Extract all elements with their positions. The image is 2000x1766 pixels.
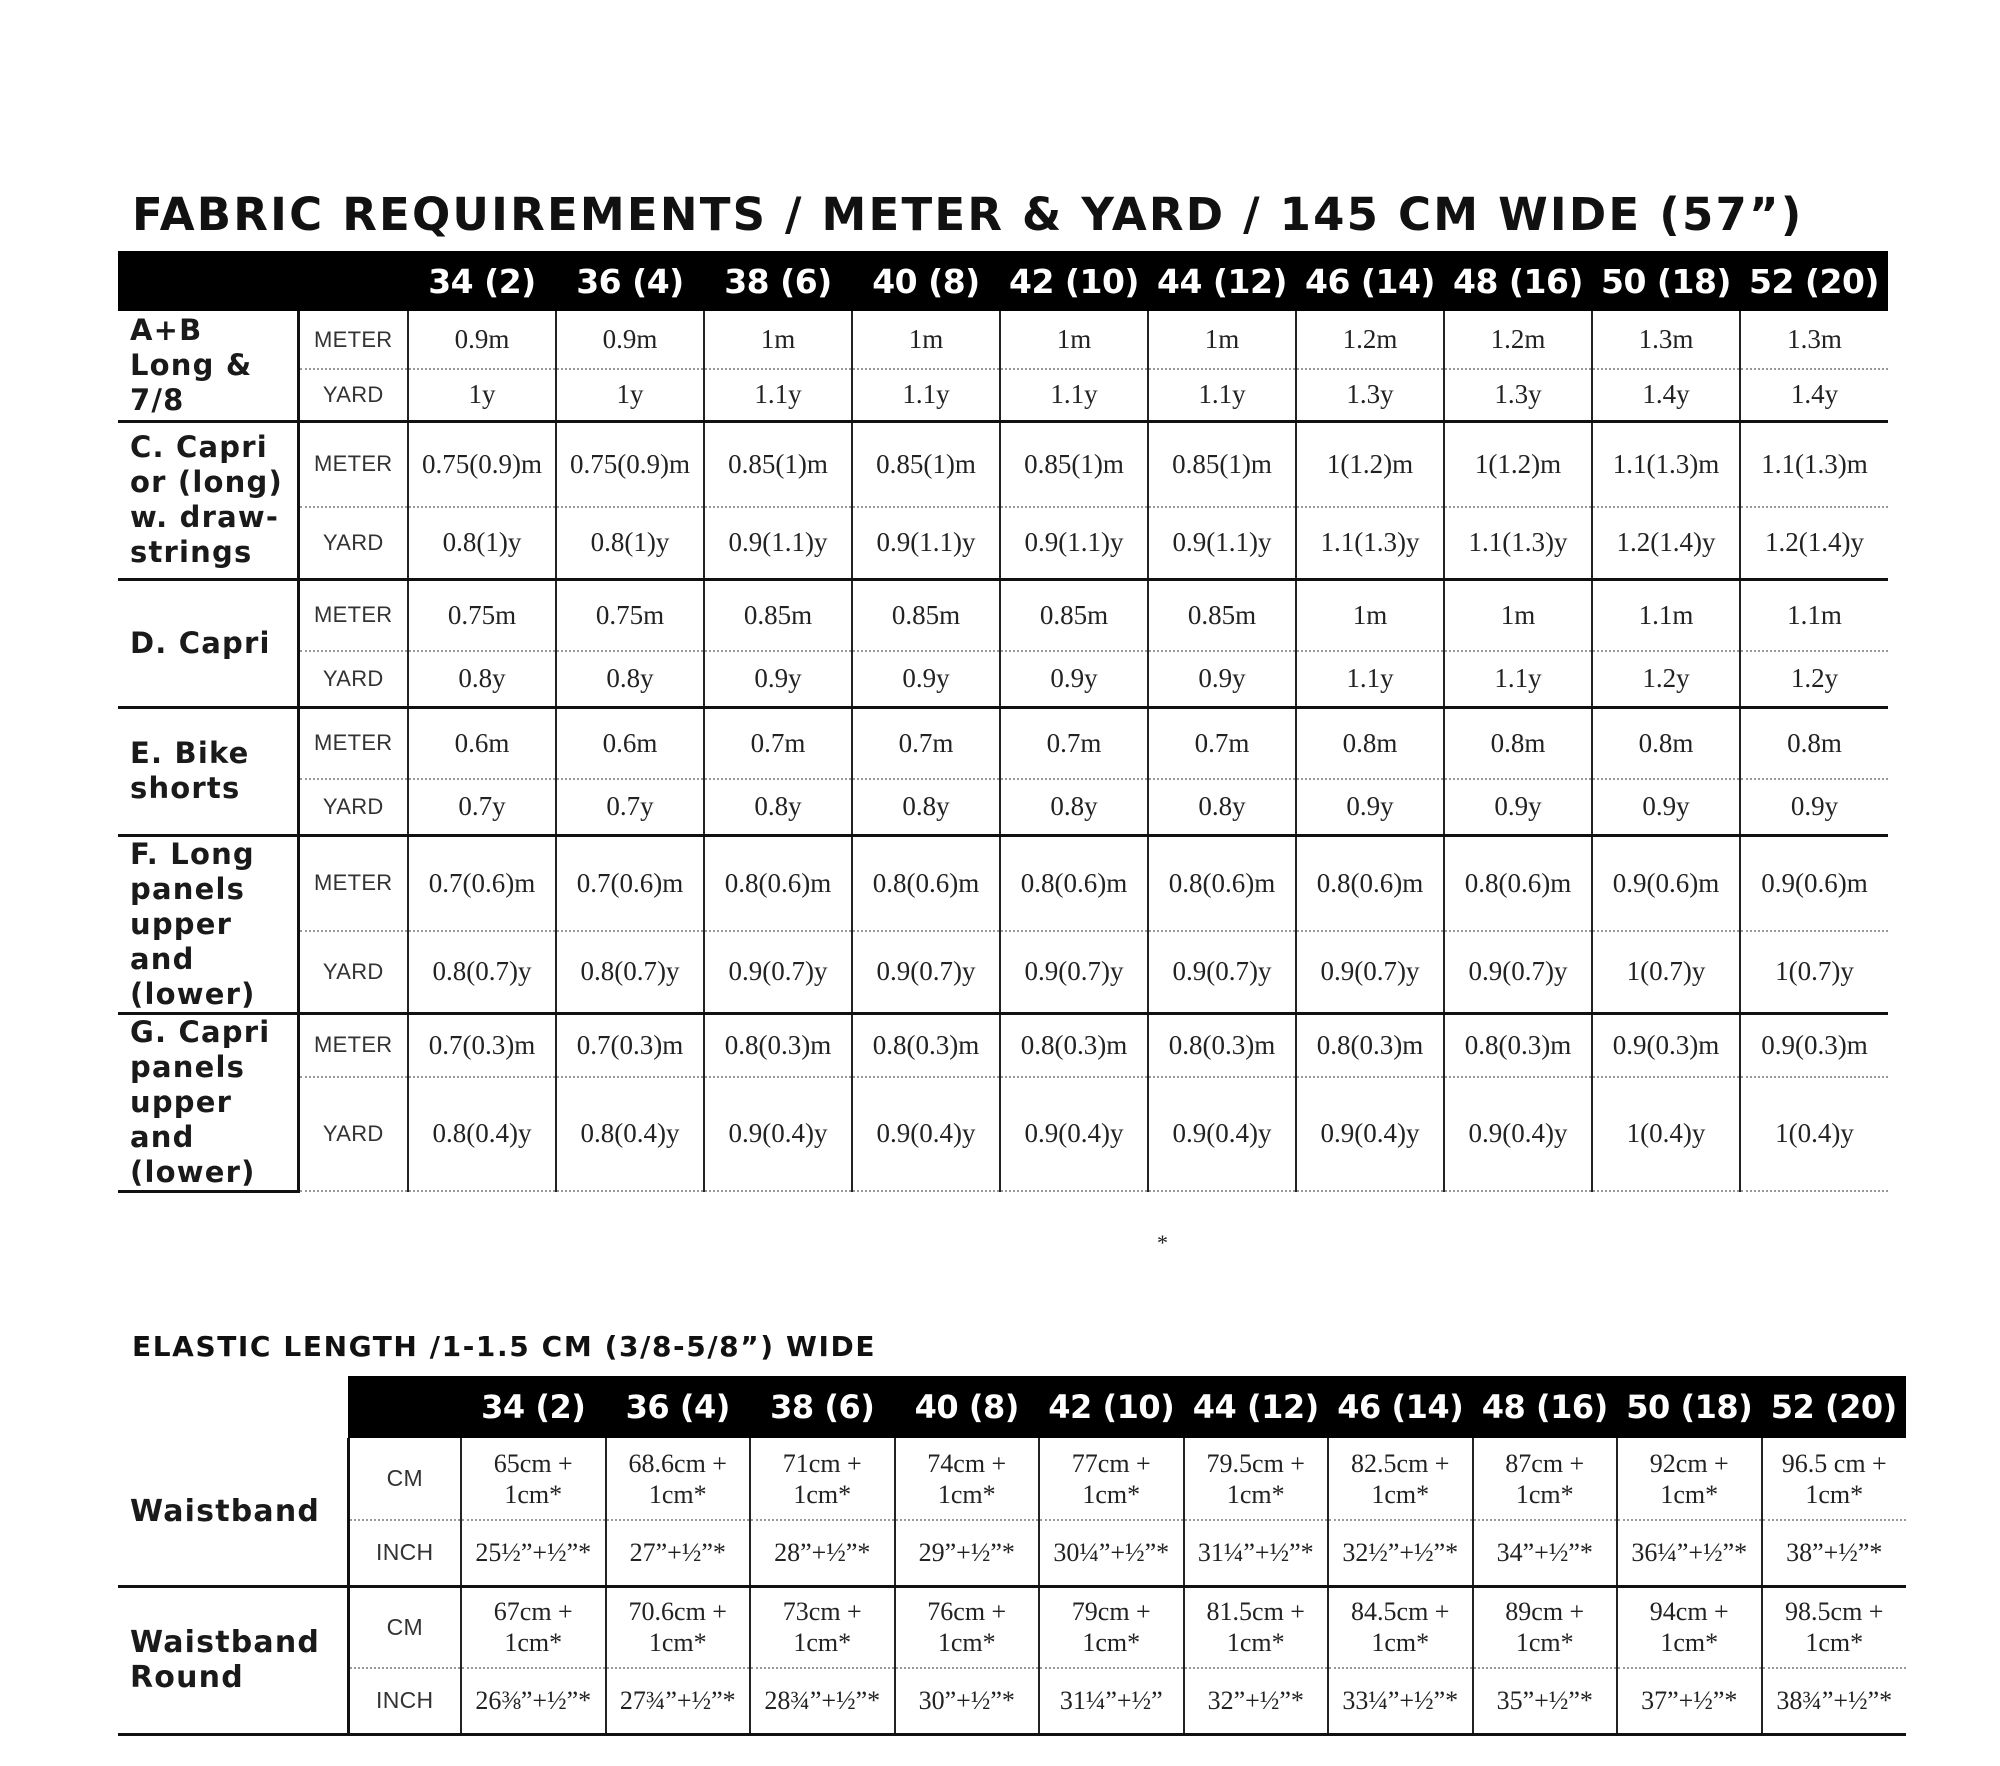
unit-meter-label: METER (298, 835, 408, 931)
yard-value-cell: 0.9y (1148, 651, 1296, 707)
yard-value-cell: 0.9(0.7)y (1000, 931, 1148, 1013)
inch-value-cell: 30”+½”* (895, 1668, 1040, 1734)
yard-value-cell: 1(0.4)y (1592, 1077, 1740, 1191)
meter-value-cell: 0.9m (408, 311, 556, 369)
meter-value-cell: 1m (704, 311, 852, 369)
yard-value-cell: 0.9(1.1)y (704, 507, 852, 579)
yard-value-cell: 1.1y (852, 369, 1000, 421)
unit-meter-label: METER (298, 707, 408, 779)
yard-value-cell: 0.9(0.4)y (704, 1077, 852, 1191)
meter-value-cell: 0.8(0.3)m (852, 1013, 1000, 1077)
header-blank (118, 251, 298, 311)
size-header: 46 (14) (1296, 251, 1444, 311)
meter-value-cell: 0.8(0.6)m (1444, 835, 1592, 931)
meter-value-cell: 0.85m (1000, 579, 1148, 651)
meter-value-cell: 0.8m (1296, 707, 1444, 779)
fabric-meter-row (118, 835, 1888, 931)
yard-value-cell: 1.2(1.4)y (1592, 507, 1740, 579)
meter-value-cell: 1m (852, 311, 1000, 369)
meter-value-cell: 0.75m (556, 579, 704, 651)
meter-value-cell: 1.1(1.3)m (1592, 421, 1740, 507)
yard-value-cell: 1.1y (1296, 651, 1444, 707)
yard-value-cell: 1.3y (1296, 369, 1444, 421)
unit-meter-label: METER (298, 579, 408, 651)
meter-value-cell: 1m (1296, 579, 1444, 651)
garment-label: E. Bike shorts (118, 707, 298, 835)
fabric-requirements-title: FABRIC REQUIREMENTS / METER & YARD / 145 CM WIDE (57”) (132, 188, 1804, 241)
meter-value-cell: 1.1m (1592, 579, 1740, 651)
header-blank (118, 1376, 348, 1438)
asterisk-note: * (1157, 1230, 1168, 1255)
yard-value-cell: 0.8y (852, 779, 1000, 835)
yard-value-cell: 0.9(1.1)y (1000, 507, 1148, 579)
meter-value-cell: 0.85m (1148, 579, 1296, 651)
size-header: 40 (8) (852, 251, 1000, 311)
yard-value-cell: 1.1y (704, 369, 852, 421)
meter-value-cell: 0.9(0.6)m (1740, 835, 1888, 931)
yard-value-cell: 0.8y (556, 651, 704, 707)
fabric-meter-row (118, 707, 1888, 779)
meter-value-cell: 0.85(1)m (1148, 421, 1296, 507)
yard-value-cell: 0.8(1)y (556, 507, 704, 579)
size-header: 36 (4) (556, 251, 704, 311)
meter-value-cell: 0.7m (1000, 707, 1148, 779)
cm-value-cell: 92cm + 1cm* (1617, 1438, 1762, 1520)
meter-value-cell: 0.7(0.6)m (556, 835, 704, 931)
size-header: 40 (8) (895, 1376, 1040, 1438)
garment-label: F. Long panels upper and (lower) (118, 835, 298, 1013)
inch-value-cell: 27”+½”* (606, 1520, 751, 1586)
meter-value-cell: 0.8(0.3)m (1296, 1013, 1444, 1077)
meter-value-cell: 0.8(0.6)m (1000, 835, 1148, 931)
meter-value-cell: 0.9m (556, 311, 704, 369)
elastic-label: Waistband (118, 1438, 348, 1586)
yard-value-cell: 1.1(1.3)y (1296, 507, 1444, 579)
garment-label: A+B Long & 7/8 (118, 311, 298, 421)
yard-value-cell: 0.7y (556, 779, 704, 835)
inch-value-cell: 25½”+½”* (461, 1520, 606, 1586)
size-header: 34 (2) (461, 1376, 606, 1438)
inch-value-cell: 36¼”+½”* (1617, 1520, 1762, 1586)
meter-value-cell: 0.9(0.3)m (1592, 1013, 1740, 1077)
inch-value-cell: 37”+½”* (1617, 1668, 1762, 1734)
inch-value-cell: 26⅜”+½”* (461, 1668, 606, 1734)
inch-value-cell: 38¾”+½”* (1762, 1668, 1907, 1734)
inch-value-cell: 29”+½”* (895, 1520, 1040, 1586)
size-header: 34 (2) (408, 251, 556, 311)
elastic-size-header-row (118, 1376, 1906, 1438)
meter-value-cell: 0.7(0.6)m (408, 835, 556, 931)
cm-value-cell: 71cm + 1cm* (750, 1438, 895, 1520)
inch-value-cell: 30¼”+½”* (1039, 1520, 1184, 1586)
garment-label: G. Capri panels upper and (lower) (118, 1013, 298, 1191)
yard-value-cell: 0.9y (1592, 779, 1740, 835)
yard-value-cell: 0.9(0.7)y (1444, 931, 1592, 1013)
meter-value-cell: 0.7m (852, 707, 1000, 779)
size-header: 42 (10) (1039, 1376, 1184, 1438)
meter-value-cell: 0.8(0.3)m (1000, 1013, 1148, 1077)
size-header: 52 (20) (1740, 251, 1888, 311)
size-header: 44 (12) (1184, 1376, 1329, 1438)
cm-value-cell: 81.5cm + 1cm* (1184, 1586, 1329, 1668)
meter-value-cell: 0.6m (556, 707, 704, 779)
elastic-inch-row (118, 1520, 1906, 1586)
meter-value-cell: 0.8(0.3)m (704, 1013, 852, 1077)
cm-value-cell: 67cm + 1cm* (461, 1586, 606, 1668)
inch-value-cell: 31¼”+½” (1039, 1668, 1184, 1734)
fabric-yard-row (118, 369, 1888, 421)
inch-value-cell: 33¼”+½”* (1328, 1668, 1473, 1734)
cm-value-cell: 94cm + 1cm* (1617, 1586, 1762, 1668)
yard-value-cell: 0.9y (1296, 779, 1444, 835)
inch-value-cell: 28”+½”* (750, 1520, 895, 1586)
cm-value-cell: 70.6cm + 1cm* (606, 1586, 751, 1668)
meter-value-cell: 0.8m (1740, 707, 1888, 779)
unit-yard-label: YARD (298, 369, 408, 421)
yard-value-cell: 0.9y (852, 651, 1000, 707)
yard-value-cell: 1(0.4)y (1740, 1077, 1888, 1191)
yard-value-cell: 0.9(0.4)y (1444, 1077, 1592, 1191)
size-header: 50 (18) (1617, 1376, 1762, 1438)
meter-value-cell: 1.3m (1592, 311, 1740, 369)
yard-value-cell: 0.9(0.4)y (1296, 1077, 1444, 1191)
meter-value-cell: 0.8(0.6)m (852, 835, 1000, 931)
yard-value-cell: 1.2y (1592, 651, 1740, 707)
meter-value-cell: 0.8m (1444, 707, 1592, 779)
fabric-yard-row (118, 931, 1888, 1013)
size-header: 42 (10) (1000, 251, 1148, 311)
yard-value-cell: 1.2y (1740, 651, 1888, 707)
meter-value-cell: 0.7(0.3)m (556, 1013, 704, 1077)
meter-value-cell: 1.2m (1444, 311, 1592, 369)
unit-meter-label: METER (298, 311, 408, 369)
elastic-inch-row (118, 1668, 1906, 1734)
meter-value-cell: 1.1(1.3)m (1740, 421, 1888, 507)
size-header: 44 (12) (1148, 251, 1296, 311)
yard-value-cell: 1.4y (1592, 369, 1740, 421)
yard-value-cell: 0.9y (1740, 779, 1888, 835)
yard-value-cell: 0.9(0.7)y (704, 931, 852, 1013)
header-blank (298, 251, 408, 311)
meter-value-cell: 1.3m (1740, 311, 1888, 369)
garment-label: C. Capri or (long) w. draw-strings (118, 421, 298, 579)
unit-meter-label: METER (298, 1013, 408, 1077)
meter-value-cell: 0.75(0.9)m (408, 421, 556, 507)
meter-value-cell: 1m (1148, 311, 1296, 369)
cm-value-cell: 68.6cm + 1cm* (606, 1438, 751, 1520)
unit-yard-label: YARD (298, 1077, 408, 1191)
yard-value-cell: 0.9(1.1)y (852, 507, 1000, 579)
cm-value-cell: 96.5 cm + 1cm* (1762, 1438, 1907, 1520)
meter-value-cell: 0.8(0.6)m (1148, 835, 1296, 931)
fabric-meter-row (118, 1013, 1888, 1077)
size-header: 38 (6) (750, 1376, 895, 1438)
yard-value-cell: 0.8(0.7)y (408, 931, 556, 1013)
yard-value-cell: 1.1y (1148, 369, 1296, 421)
unit-meter-label: METER (298, 421, 408, 507)
meter-value-cell: 1m (1444, 579, 1592, 651)
meter-value-cell: 0.85(1)m (1000, 421, 1148, 507)
meter-value-cell: 0.8(0.3)m (1148, 1013, 1296, 1077)
cm-value-cell: 82.5cm + 1cm* (1328, 1438, 1473, 1520)
yard-value-cell: 0.9(0.4)y (852, 1077, 1000, 1191)
fabric-size-header-row (118, 251, 1888, 311)
meter-value-cell: 0.9(0.6)m (1592, 835, 1740, 931)
yard-value-cell: 1(0.7)y (1740, 931, 1888, 1013)
meter-value-cell: 1.2m (1296, 311, 1444, 369)
meter-value-cell: 1(1.2)m (1296, 421, 1444, 507)
yard-value-cell: 1.2(1.4)y (1740, 507, 1888, 579)
meter-value-cell: 1.1m (1740, 579, 1888, 651)
inch-value-cell: 35”+½”* (1473, 1668, 1618, 1734)
meter-value-cell: 0.85(1)m (704, 421, 852, 507)
size-header: 38 (6) (704, 251, 852, 311)
yard-value-cell: 0.8(0.7)y (556, 931, 704, 1013)
unit-yard-label: YARD (298, 779, 408, 835)
elastic-length-title: ELASTIC LENGTH /1-1.5 CM (3/8-5/8”) WIDE (132, 1330, 877, 1363)
fabric-meter-row (118, 579, 1888, 651)
meter-value-cell: 0.85m (852, 579, 1000, 651)
unit-inch-label: INCH (348, 1520, 461, 1586)
size-header: 52 (20) (1762, 1376, 1907, 1438)
yard-value-cell: 0.8y (704, 779, 852, 835)
meter-value-cell: 0.8(0.6)m (704, 835, 852, 931)
size-header: 50 (18) (1592, 251, 1740, 311)
elastic-cm-row (118, 1586, 1906, 1668)
fabric-yard-row (118, 651, 1888, 707)
yard-value-cell: 0.8y (408, 651, 556, 707)
unit-cm-label: CM (348, 1438, 461, 1520)
yard-value-cell: 1.1y (1444, 651, 1592, 707)
yard-value-cell: 1.4y (1740, 369, 1888, 421)
cm-value-cell: 89cm + 1cm* (1473, 1586, 1618, 1668)
yard-value-cell: 1y (556, 369, 704, 421)
garment-label: D. Capri (118, 579, 298, 707)
yard-value-cell: 0.9y (1000, 651, 1148, 707)
cm-value-cell: 79.5cm + 1cm* (1184, 1438, 1329, 1520)
inch-value-cell: 27¾”+½”* (606, 1668, 751, 1734)
yard-value-cell: 0.9y (1444, 779, 1592, 835)
inch-value-cell: 32½”+½”* (1328, 1520, 1473, 1586)
meter-value-cell: 0.8(0.6)m (1296, 835, 1444, 931)
meter-value-cell: 0.75m (408, 579, 556, 651)
inch-value-cell: 38”+½”* (1762, 1520, 1907, 1586)
cm-value-cell: 65cm + 1cm* (461, 1438, 606, 1520)
yard-value-cell: 0.9(0.7)y (1148, 931, 1296, 1013)
unit-yard-label: YARD (298, 651, 408, 707)
yard-value-cell: 0.9(0.4)y (1000, 1077, 1148, 1191)
yard-value-cell: 0.8y (1000, 779, 1148, 835)
inch-value-cell: 32”+½”* (1184, 1668, 1329, 1734)
size-header: 48 (16) (1444, 251, 1592, 311)
yard-value-cell: 1.3y (1444, 369, 1592, 421)
yard-value-cell: 0.8(0.4)y (408, 1077, 556, 1191)
inch-value-cell: 34”+½”* (1473, 1520, 1618, 1586)
fabric-yard-row (118, 507, 1888, 579)
yard-value-cell: 1.1y (1000, 369, 1148, 421)
unit-yard-label: YARD (298, 931, 408, 1013)
yard-value-cell: 0.8y (1148, 779, 1296, 835)
fabric-meter-row (118, 311, 1888, 369)
yard-value-cell: 1.1(1.3)y (1444, 507, 1592, 579)
elastic-cm-row (118, 1438, 1906, 1520)
inch-value-cell: 28¾”+½”* (750, 1668, 895, 1734)
cm-value-cell: 79cm + 1cm* (1039, 1586, 1184, 1668)
yard-value-cell: 1y (408, 369, 556, 421)
cm-value-cell: 84.5cm + 1cm* (1328, 1586, 1473, 1668)
meter-value-cell: 0.6m (408, 707, 556, 779)
meter-value-cell: 0.7(0.3)m (408, 1013, 556, 1077)
meter-value-cell: 0.9(0.3)m (1740, 1013, 1888, 1077)
meter-value-cell: 0.7m (1148, 707, 1296, 779)
fabric-yard-row (118, 779, 1888, 835)
yard-value-cell: 0.9y (704, 651, 852, 707)
yard-value-cell: 0.8(0.4)y (556, 1077, 704, 1191)
meter-value-cell: 0.85(1)m (852, 421, 1000, 507)
meter-value-cell: 1(1.2)m (1444, 421, 1592, 507)
size-header: 36 (4) (606, 1376, 751, 1438)
cm-value-cell: 76cm + 1cm* (895, 1586, 1040, 1668)
meter-value-cell: 1m (1000, 311, 1148, 369)
yard-value-cell: 0.8(1)y (408, 507, 556, 579)
unit-cm-label: CM (348, 1586, 461, 1668)
unit-yard-label: YARD (298, 507, 408, 579)
size-header: 46 (14) (1328, 1376, 1473, 1438)
cm-value-cell: 77cm + 1cm* (1039, 1438, 1184, 1520)
meter-value-cell: 0.8(0.3)m (1444, 1013, 1592, 1077)
yard-value-cell: 0.9(1.1)y (1148, 507, 1296, 579)
cm-value-cell: 74cm + 1cm* (895, 1438, 1040, 1520)
inch-value-cell: 31¼”+½”* (1184, 1520, 1329, 1586)
size-header: 48 (16) (1473, 1376, 1618, 1438)
unit-inch-label: INCH (348, 1668, 461, 1734)
yard-value-cell: 0.7y (408, 779, 556, 835)
meter-value-cell: 0.75(0.9)m (556, 421, 704, 507)
cm-value-cell: 87cm + 1cm* (1473, 1438, 1618, 1520)
yard-value-cell: 0.9(0.7)y (1296, 931, 1444, 1013)
header-blank (348, 1376, 461, 1438)
elastic-label: Waistband Round (118, 1586, 348, 1734)
meter-value-cell: 0.7m (704, 707, 852, 779)
meter-value-cell: 0.8m (1592, 707, 1740, 779)
elastic-length-table (118, 1376, 1906, 1736)
yard-value-cell: 1(0.7)y (1592, 931, 1740, 1013)
fabric-yard-row (118, 1077, 1888, 1191)
yard-value-cell: 0.9(0.7)y (852, 931, 1000, 1013)
cm-value-cell: 98.5cm + 1cm* (1762, 1586, 1907, 1668)
fabric-requirements-table (118, 251, 1888, 1193)
cm-value-cell: 73cm + 1cm* (750, 1586, 895, 1668)
yard-value-cell: 0.9(0.4)y (1148, 1077, 1296, 1191)
fabric-meter-row (118, 421, 1888, 507)
meter-value-cell: 0.85m (704, 579, 852, 651)
